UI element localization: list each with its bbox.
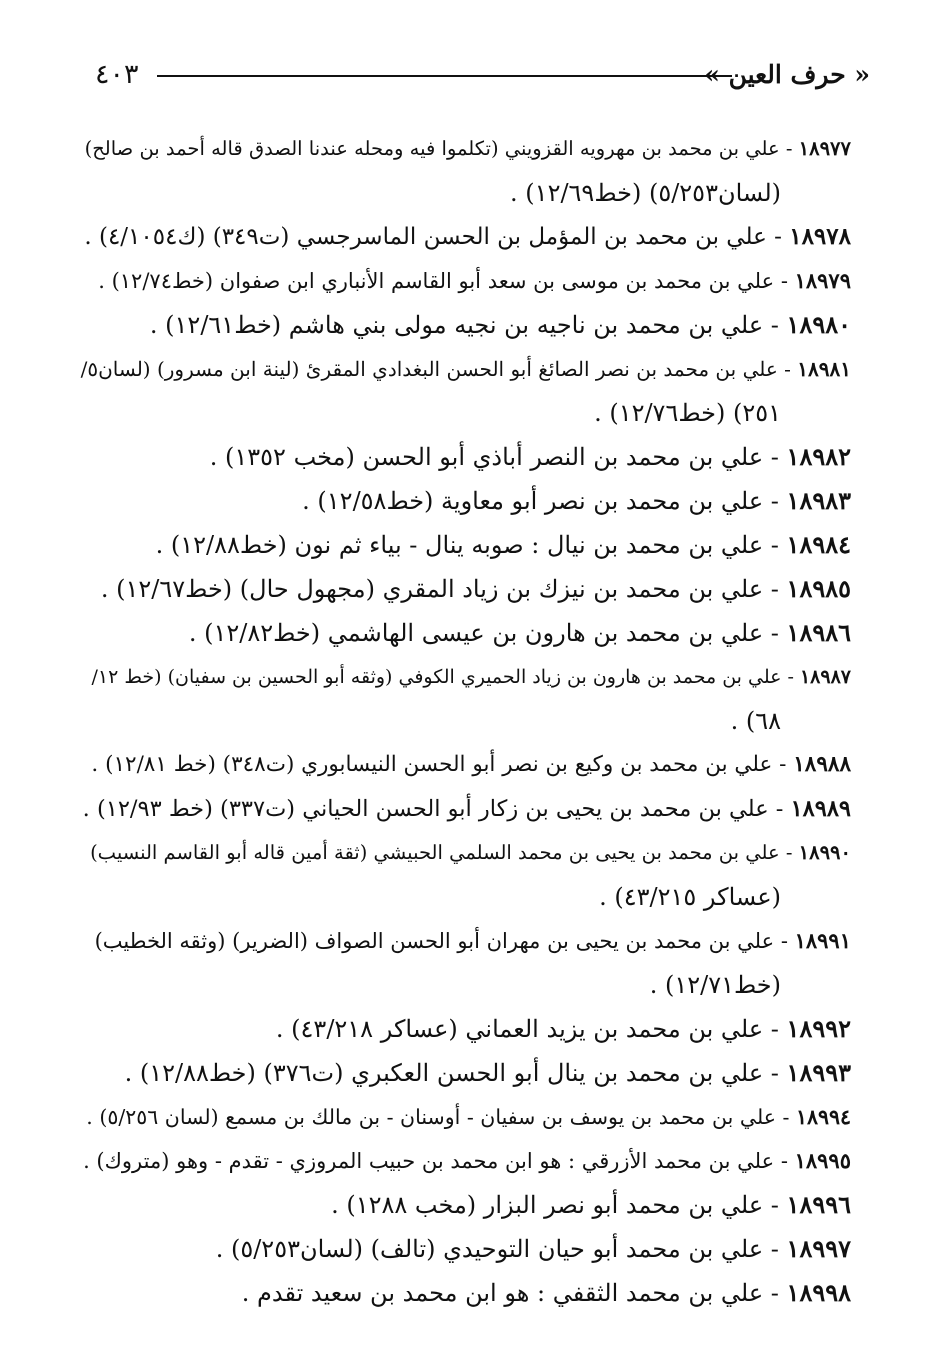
entry-number: ١٨٩٩٧ xyxy=(786,1234,851,1263)
entry xyxy=(81,567,851,611)
entry xyxy=(81,1271,851,1315)
entry-number: ١٨٩٩٥ xyxy=(794,1148,851,1173)
entry-text: علي بن محمد بن نصر الصائغ أبو الحسن البغدادي المقرئ (لينة ابن مسرور) (لسان٥/ xyxy=(80,357,778,381)
entry xyxy=(81,479,851,523)
entry xyxy=(81,743,851,787)
entry-line: ١٨٩٩٧ - علي بن محمد أبو حيان التوحيدي (تالف) (لسان٥/٢٥٣) . xyxy=(215,1234,851,1263)
entry-number: ١٨٩٨٨ xyxy=(793,752,851,777)
entry xyxy=(81,523,851,567)
entry-text: علي بن محمد بن يحيى بن محمد السلمي الحبيشي (ثقة أمين قاله أبو القاسم النسيب) xyxy=(90,841,780,864)
entry-number: ١٨٩٨٩ xyxy=(790,796,851,822)
entry xyxy=(81,1183,851,1227)
entry-text: علي بن محمد بن يوسف بن سفيان - أوسنان - بن مالك بن مسمع (لسان ٥/٢٥٦) . xyxy=(86,1105,776,1129)
entry-number: ١٨٩٩٤ xyxy=(795,1105,851,1129)
entry xyxy=(81,611,851,655)
entry-text: علي بن محمد بن هارون بن عيسى الهاشمي (خط١٢/٨٢) . xyxy=(188,619,764,647)
entry-text: علي بن محمد بن وكيع بن نصر أبو الحسن النيسابوري (ت٣٤٨) (خط ١٢/٨١) . xyxy=(91,752,773,777)
running-head: « حرف العين » xyxy=(704,60,870,89)
entry xyxy=(81,215,851,259)
entry-number: ١٨٩٨١ xyxy=(797,357,851,381)
entry-line: ١٨٩٩٣ - علي بن محمد بن ينال أبو الحسن العكبري (ت٣٧٦) (خط١٢/٨٨) . xyxy=(124,1058,851,1087)
entry-continuation: (لسان٥/٢٥٣) (خط١٢/٦٩) . xyxy=(510,179,781,207)
entry-number: ١٨٩٨٢ xyxy=(786,442,851,471)
entry-continuation: (عساكر ٤٣/٢١٥) . xyxy=(599,883,781,911)
entry-number: ١٨٩٩١ xyxy=(794,928,851,953)
entry-text: علي بن محمد بن موسى بن سعد أبو القاسم الأنباري ابن صفوان (خط١٢/٧٤) . xyxy=(98,269,775,293)
entry xyxy=(81,831,851,919)
entry-number: ١٨٩٨٠ xyxy=(786,310,851,339)
entry-text: علي بن محمد أبو نصر البزار (مخب ١٢٨٨) . xyxy=(331,1191,764,1219)
entry-text: علي بن محمد بن يحيى بن زكار أبو الحسن الحياني (ت٣٣٧) (خط ١٢/٩٣) . xyxy=(82,796,769,822)
entry xyxy=(81,303,851,347)
entry-text: علي بن محمد بن النصر أباذي أبو الحسن (مخب ١٣٥٢) . xyxy=(209,443,764,471)
entry-text: علي بن محمد بن نيزك بن زياد المقري (مجهول حال) (خط١٢/٦٧) . xyxy=(100,575,764,603)
entry xyxy=(81,919,851,1007)
entry-line: ١٨٩٨٠ - علي بن محمد بن ناجيه بن نجيه مولى بني هاشم (خط١٢/٦١) . xyxy=(149,310,851,339)
entry-text: علي بن محمد أبو حيان التوحيدي (تالف) (لسان٥/٢٥٣) . xyxy=(215,1235,764,1263)
entry-line: ١٨٩٨٢ - علي بن محمد بن النصر أباذي أبو الحسن (مخب ١٣٥٢) . xyxy=(209,442,851,471)
entry xyxy=(81,435,851,479)
entry-number: ١٨٩٩٣ xyxy=(786,1058,851,1087)
entry-text: علي بن محمد بن نصر أبو معاوية (خط١٢/٥٨) . xyxy=(302,487,764,515)
entry-number: ١٨٩٨٦ xyxy=(786,618,851,647)
entry-text: علي بن محمد بن ينال أبو الحسن العكبري (ت٣٧٦) (خط١٢/٨٨) . xyxy=(124,1059,764,1087)
entry xyxy=(81,1051,851,1095)
entry-line: ١٨٩٨٤ - علي بن محمد بن نيال : صوبه ينال - بياء ثم نون (خط١٢/٨٨) . xyxy=(155,530,851,559)
entry-text: علي بن محمد بن نيال : صوبه ينال - بياء ثم نون (خط١٢/٨٨) . xyxy=(155,531,764,559)
entry-line: ١٨٩٨٨ - علي بن محمد بن وكيع بن نصر أبو الحسن النيسابوري (ت٣٤٨) (خط ١٢/٨١) . xyxy=(91,752,851,777)
entry xyxy=(81,1227,851,1271)
entry-number: ١٨٩٧٩ xyxy=(794,268,851,293)
entry-line: ١٨٩٨٥ - علي بن محمد بن نيزك بن زياد المقري (مجهول حال) (خط١٢/٦٧) . xyxy=(100,574,851,603)
entry-line: ١٨٩٩١ - علي بن محمد بن يحيى بن مهران أبو الحسن الصواف (الضرير) (وثقه الخطيب) xyxy=(94,928,851,953)
entry xyxy=(81,347,851,435)
entry-line: ١٨٩٩٨ - علي بن محمد الثقفي : هو ابن محمد بن سعيد تقدم . xyxy=(241,1278,851,1307)
entry-line: ١٨٩٩٦ - علي بن محمد أبو نصر البزار (مخب ١٢٨٨) . xyxy=(331,1190,851,1219)
entry-text: علي بن محمد الأزرقي : هو ابن محمد بن حبيب المروزي - تقدم - وهو (متروك) . xyxy=(83,1149,775,1173)
entry xyxy=(81,1139,851,1183)
page-number: ٤٠٣ xyxy=(95,59,139,90)
entry-number: ١٨٩٩٨ xyxy=(786,1278,851,1307)
entry-number: ١٨٩٨٧ xyxy=(799,666,851,688)
entry xyxy=(81,655,851,743)
entry xyxy=(81,259,851,303)
entry-line: ١٨٩٩٤ - علي بن محمد بن يوسف بن سفيان - أوسنان - بن مالك بن مسمع (لسان ٥/٢٥٦) . xyxy=(86,1105,851,1129)
entry-line: ١٨٩٧٧ - علي بن محمد بن مهرويه القزويني (تكلموا فيه ومحله عندنا الصدق قاله أحمد بن صالح) xyxy=(84,137,851,160)
entry-number: ١٨٩٧٨ xyxy=(789,223,851,250)
entry-number: ١٨٩٩٠ xyxy=(798,841,851,864)
entry-line: ١٨٩٧٨ - علي بن محمد بن المؤمل بن الحسن الماسرجسي (ت٣٤٩) (ك٤/١٠٥٤) . xyxy=(84,223,851,250)
entry-text: علي بن محمد بن ناجيه بن نجيه مولى بني هاشم (خط١٢/٦١) . xyxy=(149,311,764,339)
entry-continuation: ٦٨) . xyxy=(730,707,781,735)
entry-continuation: ٢٥١) (خط١٢/٧٦) . xyxy=(594,399,781,427)
entry-line: ١٨٩٨٦ - علي بن محمد بن هارون بن عيسى الهاشمي (خط١٢/٨٢) . xyxy=(188,618,851,647)
entry-line: ١٨٩٨١ - علي بن محمد بن نصر الصائغ أبو الحسن البغدادي المقرئ (لينة ابن مسرور) (لسان٥/ xyxy=(80,357,851,381)
entry-number: ١٨٩٨٥ xyxy=(786,574,851,603)
entry-text: علي بن محمد بن هارون بن زياد الحميري الكوفي (وثقه أبو الحسين بن سفيان) (خط ١٢/ xyxy=(91,666,782,688)
entry xyxy=(81,1095,851,1139)
entry-number: ١٨٩٨٤ xyxy=(786,530,851,559)
entry-line: ١٨٩٩٢ - علي بن محمد بن يزيد العماني (عساكر ٤٣/٢١٨) . xyxy=(275,1014,851,1043)
entry-text: علي بن محمد الثقفي : هو ابن محمد بن سعيد تقدم . xyxy=(241,1279,764,1307)
entries-list xyxy=(81,127,851,1315)
entry-line: ١٨٩٨٧ - علي بن محمد بن هارون بن زياد الحميري الكوفي (وثقه أبو الحسين بن سفيان) (خط ١٢/ xyxy=(91,666,851,688)
entry-number: ١٨٩٩٦ xyxy=(786,1190,851,1219)
entry-text: علي بن محمد بن مهرويه القزويني (تكلموا فيه ومحله عندنا الصدق قاله أحمد بن صالح) xyxy=(84,137,780,160)
header-rule xyxy=(157,75,732,77)
entry-text: علي بن محمد بن المؤمل بن الحسن الماسرجسي (ت٣٤٩) (ك٤/١٠٥٤) . xyxy=(84,224,767,250)
entry-number: ١٨٩٧٧ xyxy=(798,137,851,160)
entry-text: علي بن محمد بن يحيى بن مهران أبو الحسن الصواف (الضرير) (وثقه الخطيب) xyxy=(94,929,775,953)
entry-text: علي بن محمد بن يزيد العماني (عساكر ٤٣/٢١٨) . xyxy=(275,1015,764,1043)
entry-line: ١٨٩٨٣ - علي بن محمد بن نصر أبو معاوية (خط١٢/٥٨) . xyxy=(302,486,851,515)
entry-continuation: (خط١٢/٧١) . xyxy=(649,971,781,999)
entry xyxy=(81,127,851,215)
entry-line: ١٨٩٧٩ - علي بن محمد بن موسى بن سعد أبو القاسم الأنباري ابن صفوان (خط١٢/٧٤) . xyxy=(98,268,851,293)
entry-number: ١٨٩٩٢ xyxy=(786,1014,851,1043)
entry-line: ١٨٩٩٠ - علي بن محمد بن يحيى بن محمد السلمي الحبيشي (ثقة أمين قاله أبو القاسم النسيب) xyxy=(90,841,851,864)
entry-line: ١٨٩٨٩ - علي بن محمد بن يحيى بن زكار أبو الحسن الحياني (ت٣٣٧) (خط ١٢/٩٣) . xyxy=(82,796,851,822)
entry xyxy=(81,1007,851,1051)
entry-number: ١٨٩٨٣ xyxy=(786,486,851,515)
entry xyxy=(81,787,851,831)
entry-line: ١٨٩٩٥ - علي بن محمد الأزرقي : هو ابن محمد بن حبيب المروزي - تقدم - وهو (متروك) . xyxy=(83,1148,851,1173)
page-header xyxy=(95,58,870,98)
